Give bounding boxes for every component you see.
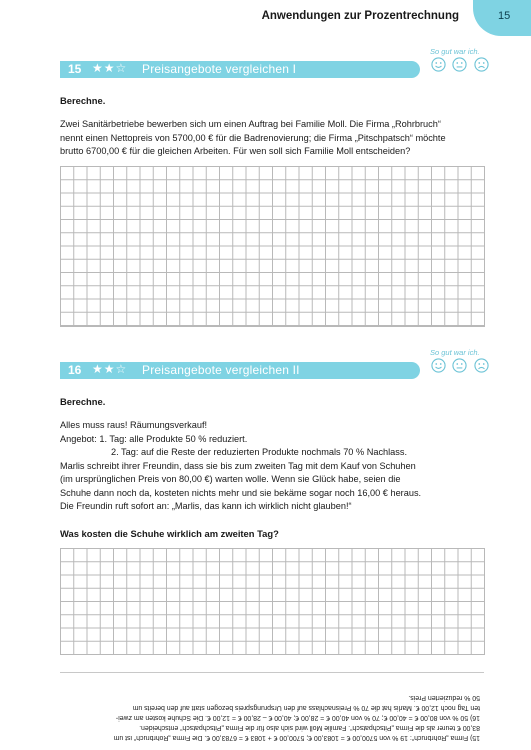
running-head <box>0 0 531 40</box>
task-15-line: nennt einen Nettopreis von 5700,00 € für die Badrenovierung; die Firma „Pitschpatsch“ möchte <box>60 132 446 143</box>
page-number: 15 <box>498 10 511 22</box>
task-16-line: Angebot: 1. Tag: alle Produkte 50 % reduziert. <box>60 433 248 444</box>
task-15-difficulty-stars: ★★☆ <box>92 61 128 75</box>
solution-line: 50 % reduzierten Preis. <box>408 694 480 701</box>
chapter-title: Anwendungen zur Prozentrechnung <box>261 10 459 22</box>
task-15-line: brutto 6700,00 € für die gleichen Arbeiten. Für wen soll sich Familie Moll entscheiden? <box>60 146 411 156</box>
solution-line: 83,00 € teurer als die Firma „Pitschpatsch“. Familie Moll wird sich also für die Firma „Pitschpatsch“ entscheiden. <box>139 724 480 731</box>
task-15-answer-grid[interactable] <box>60 166 485 327</box>
solution-line: ten Tag noch 12,00 €. Marlis hat die 70 % Preisnachlass auf den Ursprungspreis bezogen statt auf den bereits um <box>132 704 480 711</box>
task-16-number: 16 <box>68 363 82 377</box>
task-15-title: Preisangebote vergleichen I <box>142 62 297 76</box>
solutions-upside-down <box>60 680 480 742</box>
task-16-line: Alles muss raus! Räumungsverkauf! <box>60 420 208 430</box>
task-15-self-rating <box>430 47 500 87</box>
task-16-line: Die Freundin ruft sofort an: „Marlis, das kann ich wirklich nicht glauben!“ <box>60 501 352 511</box>
neutral-face-icon[interactable] <box>452 57 467 72</box>
task-16-line: (im ursprünglichen Preis von 80,00 €) warten wolle. Wenn sie Glück habe, seien die <box>60 474 401 484</box>
task-16-text <box>60 419 480 514</box>
page-number-tab <box>473 0 531 36</box>
task-16-difficulty-stars: ★★☆ <box>92 362 128 376</box>
solution-line: 16) 50 % von 80,00 € = 40,00 €; 70 % von 40,00 € = 28,00 €; 40,00 € – 28,00 € = 12,00 €. Die Schuhe kosten am zwei- <box>115 714 480 721</box>
task-16-line: 2. Tag: auf die Reste der reduzierten Produkte nochmals 70 % Nachlass. <box>111 447 408 457</box>
sad-face-icon[interactable] <box>474 57 489 72</box>
task-16-line: Marlis schreibt ihrer Freundin, dass sie bis zum zweiten Tag mit dem Kauf von Schuhen <box>60 460 416 471</box>
self-rating-caption: So gut war ich. <box>430 47 480 56</box>
task-15-number: 15 <box>68 62 82 76</box>
task-15-instruction: Berechne. <box>60 95 106 106</box>
footer-divider <box>60 672 484 673</box>
task-15-text <box>60 118 480 159</box>
task-16-self-rating <box>430 348 500 388</box>
task-15-header <box>60 61 420 78</box>
task-16-answer-grid[interactable] <box>60 548 485 655</box>
task-16-instruction: Berechne. <box>60 396 106 407</box>
happy-face-icon[interactable] <box>431 57 446 72</box>
task-16-question: Was kosten die Schuhe wirklich am zweiten Tag? <box>60 528 279 539</box>
self-rating-caption: So gut war ich. <box>430 348 480 357</box>
happy-face-icon[interactable] <box>431 358 446 373</box>
task-16-header <box>60 362 420 379</box>
solution-line: 15) Firma „Rohrbruch“: 19 % von 5700,00 € = 1083,00 €; 5700,00 € + 1083 € = 6783,00 €. Die Firma „Rohrbruch“ ist um <box>113 734 480 741</box>
neutral-face-icon[interactable] <box>452 358 467 373</box>
sad-face-icon[interactable] <box>474 358 489 373</box>
task-16-line: Schuhe dann noch da, kosteten nichts mehr und sie bekäme sogar noch 16,00 € heraus. <box>60 487 422 498</box>
task-16-title: Preisangebote vergleichen II <box>142 363 300 377</box>
task-15-line: Zwei Sanitärbetriebe bewerben sich um einen Auftrag bei Familie Moll. Die Firma „Rohrbruch“ <box>60 119 441 129</box>
